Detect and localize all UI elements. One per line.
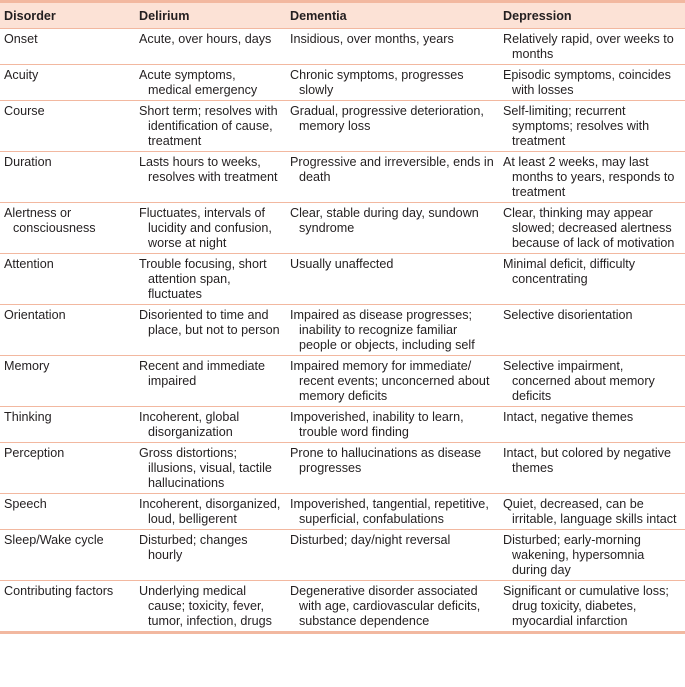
table-row <box>0 152 685 203</box>
header-dementia: Dementia <box>286 2 499 29</box>
row-label-thinking: Thinking <box>0 407 135 443</box>
cell-depression: Self-limiting; recurrent symptoms; resolves with treatment <box>499 101 685 152</box>
table-row <box>0 65 685 101</box>
cell-delirium: Underlying medical cause; toxicity, fever, tumor, infection, drugs <box>135 581 286 633</box>
cell-dementia: Gradual, progressive deterioration, memory loss <box>286 101 499 152</box>
cell-depression: Selective impairment, concerned about memory deficits <box>499 356 685 407</box>
cell-depression: Significant or cumulative loss; drug toxicity, diabetes, myocardial infarction <box>499 581 685 633</box>
cell-dementia: Disturbed; day/night reversal <box>286 530 499 581</box>
cell-dementia: Chronic symptoms, progresses slowly <box>286 65 499 101</box>
header-delirium: Delirium <box>135 2 286 29</box>
cell-delirium: Incoherent, global disorganization <box>135 407 286 443</box>
header-depression: Depression <box>499 2 685 29</box>
table-row <box>0 101 685 152</box>
table-row <box>0 356 685 407</box>
cell-delirium: Gross distortions; illusions, visual, tactile hallucinations <box>135 443 286 494</box>
cell-dementia: Prone to hallucinations as disease progresses <box>286 443 499 494</box>
row-label-acuity: Acuity <box>0 65 135 101</box>
cell-depression: Relatively rapid, over weeks to months <box>499 29 685 65</box>
cell-dementia: Impoverished, inability to learn, trouble word finding <box>286 407 499 443</box>
cell-delirium: Disturbed; changes hourly <box>135 530 286 581</box>
cell-delirium: Acute symptoms, medical emergency <box>135 65 286 101</box>
cell-delirium: Incoherent, disorganized, loud, belligerent <box>135 494 286 530</box>
cell-delirium: Lasts hours to weeks, resolves with treatment <box>135 152 286 203</box>
cell-dementia: Impaired as disease progresses; inability to recognize familiar people or objects, including self <box>286 305 499 356</box>
cell-dementia: Insidious, over months, years <box>286 29 499 65</box>
row-label-orientation: Orientation <box>0 305 135 356</box>
table-row <box>0 254 685 305</box>
cell-depression: Minimal deficit, difficulty concentrating <box>499 254 685 305</box>
cell-depression: Quiet, decreased, can be irritable, language skills intact <box>499 494 685 530</box>
cell-depression: Episodic symptoms, coincides with losses <box>499 65 685 101</box>
cell-depression: Disturbed; early-morning wakening, hypersomnia during day <box>499 530 685 581</box>
cell-delirium: Trouble focusing, short attention span, fluctuates <box>135 254 286 305</box>
cell-depression: Clear, thinking may appear slowed; decreased alertness because of lack of motivation <box>499 203 685 254</box>
cell-dementia: Degenerative disorder associated with age, cardiovascular deficits, substance dependence <box>286 581 499 633</box>
cell-depression: Selective disorientation <box>499 305 685 356</box>
cell-delirium: Recent and immediate impaired <box>135 356 286 407</box>
cell-dementia: Impoverished, tangential, repetitive, superficial, confabulations <box>286 494 499 530</box>
table-row <box>0 407 685 443</box>
row-label-duration: Duration <box>0 152 135 203</box>
row-label-sleep-wake: Sleep/Wake cycle <box>0 530 135 581</box>
row-label-onset: Onset <box>0 29 135 65</box>
header-disorder: Disorder <box>0 2 135 29</box>
row-label-course: Course <box>0 101 135 152</box>
cell-dementia: Usually unaffected <box>286 254 499 305</box>
row-label-alertness: Alertness or consciousness <box>0 203 135 254</box>
cell-dementia: Impaired memory for immediate/ recent events; unconcerned about memory deficits <box>286 356 499 407</box>
cell-delirium: Acute, over hours, days <box>135 29 286 65</box>
cell-depression: At least 2 weeks, may last months to years, responds to treatment <box>499 152 685 203</box>
cell-delirium: Short term; resolves with identification of cause, treatment <box>135 101 286 152</box>
table-row <box>0 203 685 254</box>
cell-depression: Intact, negative themes <box>499 407 685 443</box>
row-label-attention: Attention <box>0 254 135 305</box>
cell-dementia: Clear, stable during day, sundown syndrome <box>286 203 499 254</box>
table-row <box>0 581 685 633</box>
row-label-memory: Memory <box>0 356 135 407</box>
cell-dementia: Progressive and irreversible, ends in death <box>286 152 499 203</box>
header-row <box>0 2 685 29</box>
table-row <box>0 29 685 65</box>
row-label-speech: Speech <box>0 494 135 530</box>
table-row <box>0 305 685 356</box>
row-label-perception: Perception <box>0 443 135 494</box>
table-row <box>0 494 685 530</box>
cell-delirium: Fluctuates, intervals of lucidity and confusion, worse at night <box>135 203 286 254</box>
cell-delirium: Disoriented to time and place, but not to person <box>135 305 286 356</box>
cell-depression: Intact, but colored by negative themes <box>499 443 685 494</box>
table-row <box>0 443 685 494</box>
table-row <box>0 530 685 581</box>
row-label-contributing-factors: Contributing factors <box>0 581 135 633</box>
